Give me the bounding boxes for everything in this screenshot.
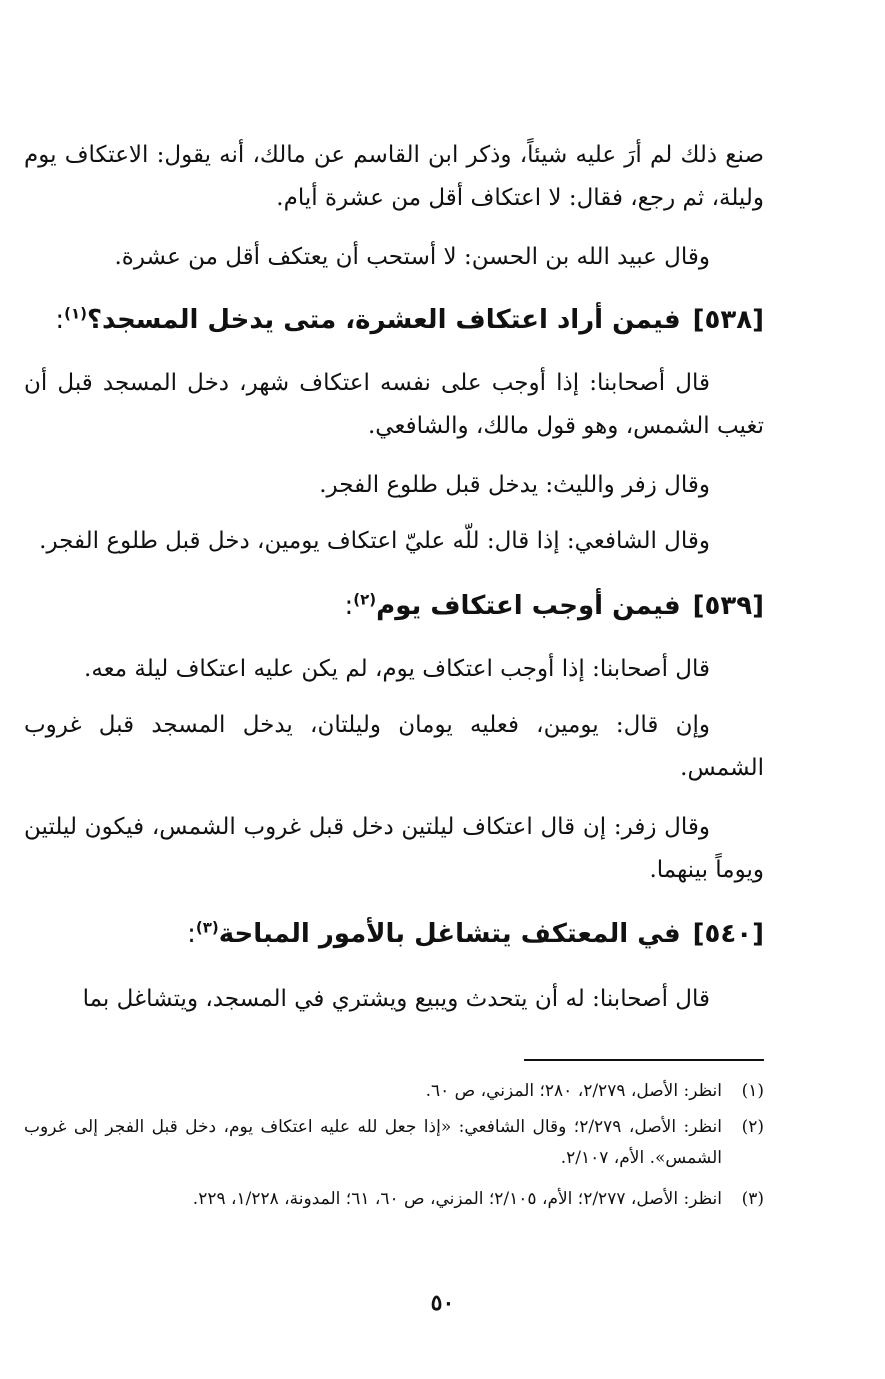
footnote-2	[24, 1112, 764, 1174]
section-title-539: فيمن أوجب اعتكاف يوم	[376, 591, 681, 621]
footnote-text: انظر: الأصل، ٢/٢٧٩؛ وقال الشافعي: «إذا جعل لله عليه اعتكاف يوم، دخل قبل الفجر إلى غروب الشمس». الأم، ٢/١٠٧.	[24, 1117, 722, 1168]
section-number-539: [٥٣٩]	[692, 591, 764, 621]
footnote-separator	[524, 1059, 764, 1061]
section-title-540: في المعتكف يتشاغل بالأمور المباحة	[218, 919, 681, 949]
paragraph-9: قال أصحابنا: له أن يتحدث ويبيع ويشتري في المسجد، ويتشاغل بما	[82, 986, 710, 1012]
section-title-538: فيمن أراد اعتكاف العشرة، متى يدخل المسجد؟	[86, 305, 681, 335]
paragraph-5: وقال الشافعي: إذا قال: للّه عليّ اعتكاف يومين، دخل قبل طلوع الفجر.	[39, 528, 710, 554]
paragraph-2: وقال عبيد الله بن الحسن: لا أستحب أن يعتكف أقل من عشرة.	[114, 244, 710, 270]
paragraph-8: وقال زفر: إن قال اعتكاف ليلتين دخل قبل غروب الشمس، فيكون ليلتين ويوماً بينهما.	[24, 814, 764, 883]
footnote-ref-1: (١)	[64, 304, 87, 323]
section-heading-539	[24, 586, 764, 626]
book-page	[24, 0, 764, 1379]
page-number: ٥٠	[430, 1290, 455, 1316]
footnote-1	[24, 1076, 764, 1107]
footnote-ref-3: (٣)	[195, 918, 219, 937]
paragraph-4: وقال زفر والليث: يدخل قبل طلوع الفجر.	[319, 472, 710, 498]
paragraph-6: قال أصحابنا: إذا أوجب اعتكاف يوم، لم يكن عليه اعتكاف ليلة معه.	[84, 656, 710, 682]
section-number-540: [٥٤٠]	[692, 919, 764, 949]
paragraph-1: صنع ذلك لم أرَ عليه شيئاً، وذكر ابن القاسم عن مالك، أنه يقول: الاعتكاف يوم وليلة، ثم رجع، فقال: لا اعتكاف أقل من عشرة أيام.	[24, 142, 764, 211]
footnote-text: انظر: الأصل، ٢/٢٧٩، ٢٨٠؛ المزني، ص ٦٠.	[425, 1081, 722, 1101]
footnote-ref-2: (٢)	[353, 590, 377, 609]
paragraph-3: قال أصحابنا: إذا أوجب على نفسه اعتكاف شهر، دخل المسجد قبل أن تغيب الشمس، وهو قول مالك، والشافعي.	[24, 370, 764, 439]
footnote-label: (٣)	[741, 1189, 764, 1209]
heading-colon: :	[187, 919, 196, 949]
heading-colon: :	[344, 591, 354, 621]
paragraph-7: وإن قال: يومين، فعليه يومان وليلتان، يدخل المسجد قبل غروب الشمس.	[24, 712, 764, 781]
footnote-3	[24, 1184, 764, 1215]
heading-colon: :	[55, 305, 65, 335]
section-heading-538	[24, 300, 764, 340]
section-heading-540	[24, 914, 764, 954]
footnote-text: انظر: الأصل، ٢/٢٧٧؛ الأم، ٢/١٠٥؛ المزني، ص ٦٠، ٦١؛ المدونة، ١/٢٢٨، ٢٢٩.	[192, 1189, 722, 1209]
footnote-label: (١)	[741, 1081, 764, 1101]
section-number-538: [٥٣٨]	[692, 305, 764, 335]
footnote-label: (٢)	[741, 1117, 764, 1137]
